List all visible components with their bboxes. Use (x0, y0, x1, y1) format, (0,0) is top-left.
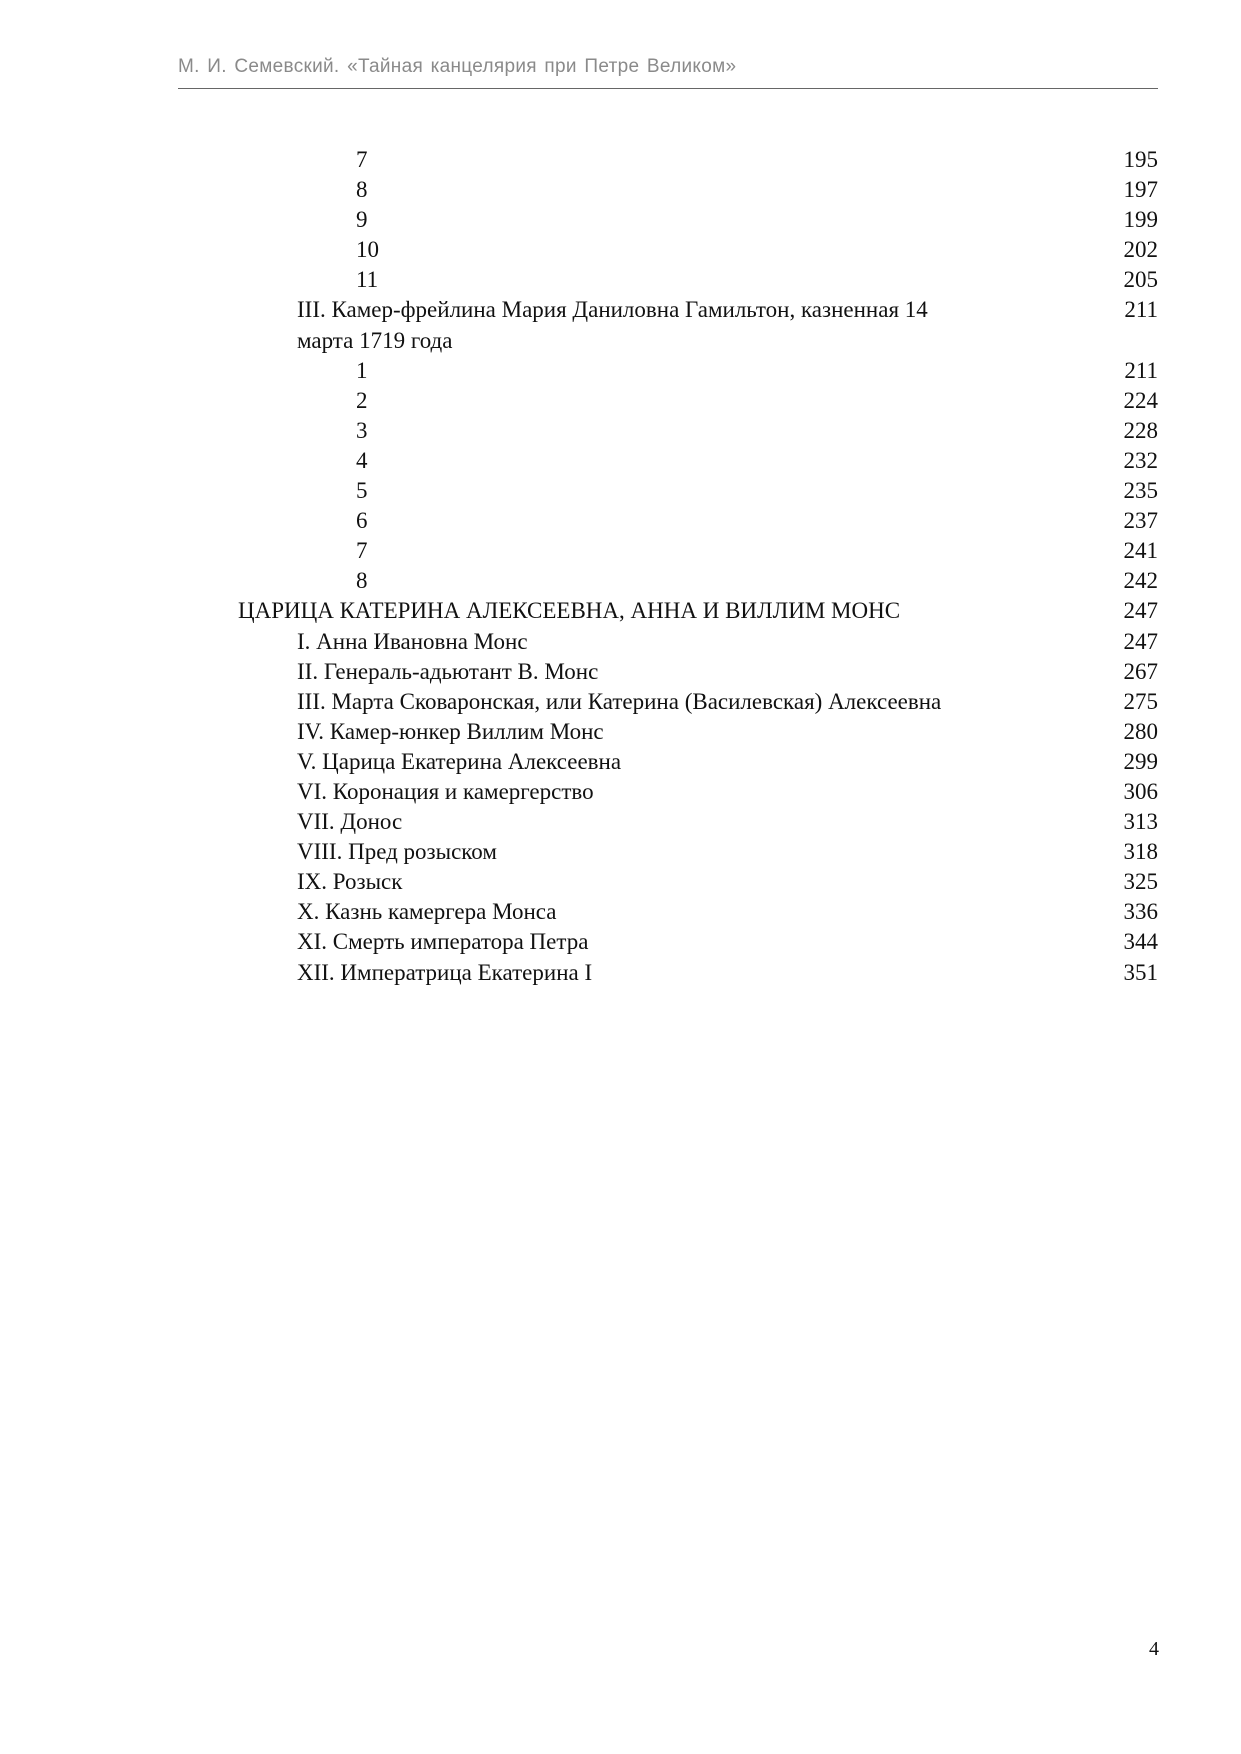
toc-entry-page: 199 (1123, 207, 1158, 233)
toc-entry (0, 265, 1241, 295)
toc-entry-page: 344 (1123, 929, 1158, 955)
toc-entry-title: XI. Смерть императора Петра (297, 929, 589, 955)
toc-entry-page: 247 (1123, 628, 1158, 654)
toc-entry-title: V. Царица Екатерина Алексеевна (297, 748, 622, 774)
toc-entry (0, 717, 1241, 747)
toc-entry-page: 211 (1124, 357, 1158, 383)
toc-entry (0, 687, 1241, 717)
toc-entry-page: 325 (1123, 869, 1158, 895)
toc-entry-title: IX. Розыск (297, 869, 403, 895)
toc-entry-page: 228 (1123, 417, 1158, 443)
toc-entry-title: II. Генераль-адьютант В. Монс (297, 658, 599, 684)
toc-entry-page: 267 (1123, 658, 1158, 684)
toc-entry-title: XII. Императрица Екатерина I (297, 959, 593, 985)
toc-entry-page: 242 (1123, 568, 1158, 594)
toc-entry-title: III. Камер-фрейлина Мария Даниловна Гамильтон, казненная 14 марта 1719 года (297, 297, 928, 353)
toc-entry-page: 351 (1123, 959, 1158, 985)
toc-entry-page: 195 (1123, 147, 1158, 172)
toc-entry (0, 476, 1241, 506)
header-divider (178, 88, 1158, 89)
toc-entry-title: 6 (356, 508, 368, 534)
toc-entry (0, 566, 1241, 596)
toc-entry (0, 596, 1241, 626)
toc-entry-title: 7 (356, 538, 368, 564)
toc-entry-page: 224 (1123, 387, 1158, 413)
toc-entry-page: 318 (1123, 839, 1158, 865)
toc-entry-page: 247 (1123, 598, 1158, 624)
toc-entry-page: 211 (1124, 297, 1158, 323)
toc-entry-title: VII. Донос (297, 809, 403, 835)
toc-entry-page: 275 (1123, 688, 1158, 714)
toc-entry-title: 4 (356, 447, 368, 473)
toc-entry-page: 237 (1123, 508, 1158, 534)
toc-entry-title: 3 (356, 417, 368, 443)
toc-entry-page: 235 (1123, 478, 1158, 504)
toc-entry-title: 9 (356, 207, 368, 233)
toc-entry-title: 8 (356, 177, 368, 203)
toc-entry-title: IV. Камер-юнкер Виллим Монс (297, 718, 604, 744)
toc-entry-title: 10 (356, 237, 379, 263)
toc-entry (0, 927, 1241, 957)
toc-entry-title: 8 (356, 568, 368, 594)
toc-entry (0, 175, 1241, 205)
toc-entry-page: 280 (1123, 718, 1158, 744)
toc-entry-page: 299 (1123, 748, 1158, 774)
toc-entry-title: 7 (356, 147, 368, 172)
toc-entry-page: 202 (1123, 237, 1158, 263)
toc-entry-title: VI. Коронация и камергерство (297, 778, 594, 804)
toc-entry-page: 241 (1123, 538, 1158, 564)
toc-entry-title: VIII. Пред розыском (297, 839, 497, 865)
page-number: 4 (1149, 1638, 1159, 1660)
toc-entry-title: X. Казнь камергера Монса (297, 899, 557, 925)
toc-entry-page: 205 (1123, 267, 1158, 293)
toc-entry (0, 145, 1241, 175)
toc-entry-page: 336 (1123, 899, 1158, 925)
toc-entry (0, 386, 1241, 416)
toc-entry-title: 1 (356, 357, 368, 383)
toc-entry (0, 777, 1241, 807)
toc-entry (0, 295, 1241, 355)
toc-entry (0, 235, 1241, 265)
toc-entry-page: 232 (1123, 447, 1158, 473)
toc-entry-title: ЦАРИЦА КАТЕРИНА АЛЕКСЕЕВНА, АННА И ВИЛЛИМ МОНС (238, 598, 901, 624)
toc-entry (0, 958, 1241, 988)
running-header: М. И. Семевский. «Тайная канцелярия при Петре Великом» (178, 56, 737, 77)
toc-entry (0, 205, 1241, 235)
toc-entry-page: 313 (1123, 809, 1158, 835)
toc-entry (0, 837, 1241, 867)
toc-entry-title: III. Марта Сковаронская, или Катерина (Василевская) Алексеевна (297, 688, 942, 714)
toc-entry-title: 5 (356, 478, 368, 504)
toc-entry-title: 11 (356, 267, 379, 293)
toc-entry (0, 627, 1241, 657)
toc-entry (0, 536, 1241, 566)
toc-entry (0, 867, 1241, 897)
table-of-contents (0, 145, 1241, 988)
toc-entry (0, 897, 1241, 927)
toc-entry-title: 2 (356, 387, 368, 413)
toc-entry (0, 416, 1241, 446)
toc-entry-page: 306 (1123, 778, 1158, 804)
toc-entry (0, 657, 1241, 687)
toc-entry (0, 356, 1241, 386)
toc-entry (0, 446, 1241, 476)
toc-entry (0, 807, 1241, 837)
toc-entry-page: 197 (1123, 177, 1158, 203)
toc-entry (0, 747, 1241, 777)
toc-entry-title: I. Анна Ивановна Монс (297, 628, 528, 654)
toc-entry (0, 506, 1241, 536)
